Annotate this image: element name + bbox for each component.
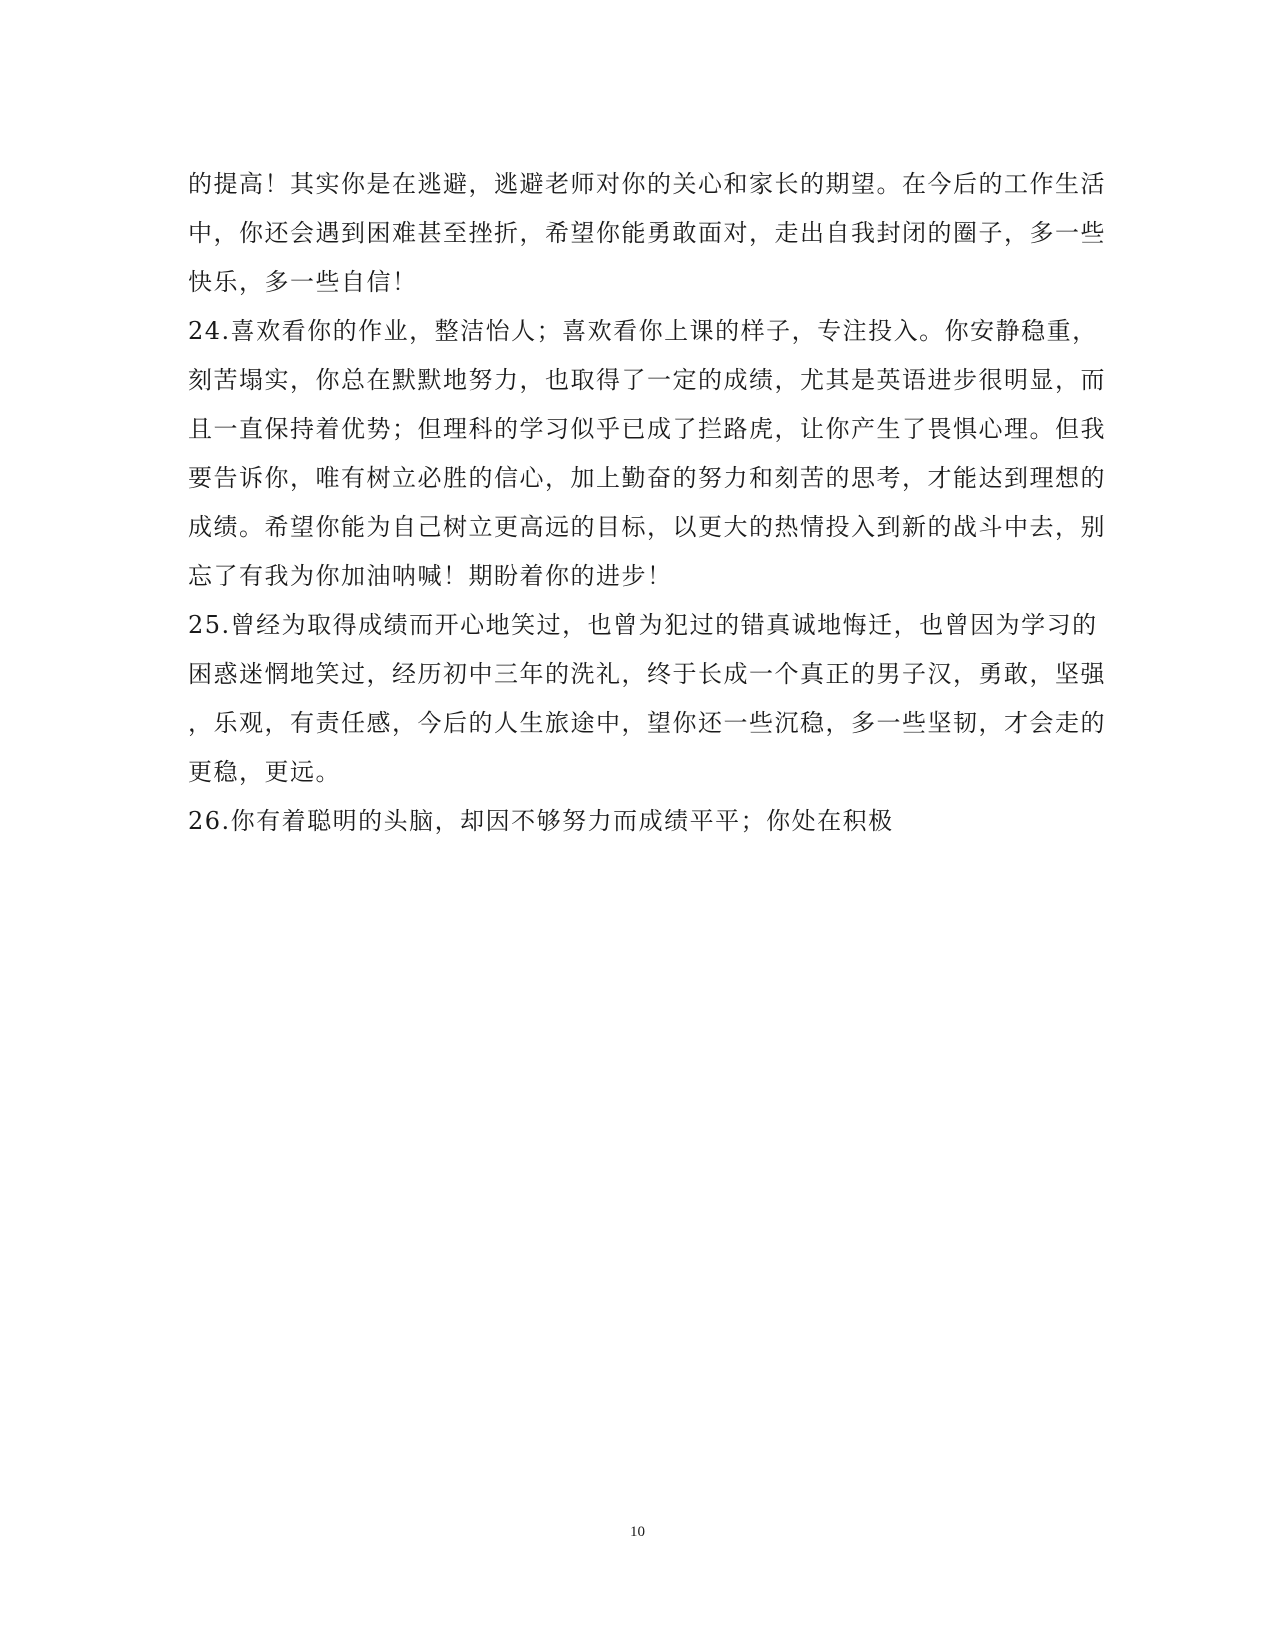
text-line: 要告诉你，唯有树立必胜的信心，加上勤奋的努力和刻苦的思考，才能达到理想的: [188, 464, 1106, 492]
text-line: 刻苦塌实，你总在默默地努力，也取得了一定的成绩，尤其是英语进步很明显，而: [188, 366, 1106, 394]
text-line: 忘了有我为你加油呐喊！期盼着你的进步！: [188, 562, 673, 590]
text-line: 成绩。希望你能为自己树立更高远的目标，以更大的热情投入到新的战斗中去，别: [188, 513, 1106, 541]
text-line: ，乐观，有责任感，今后的人生旅途中，望你还一些沉稳，多一些坚韧，才会走的: [188, 709, 1106, 737]
text-line: 更稳，更远。: [188, 758, 341, 786]
text-line: 24.喜欢看你的作业，整洁怡人；喜欢看你上课的样子，专注投入。你安静稳重，: [188, 317, 1098, 345]
text-line: 且一直保持着优势；但理科的学习似乎已成了拦路虎，让你产生了畏惧心理。但我: [188, 415, 1106, 443]
text-line: 快乐，多一些自信！: [188, 268, 418, 296]
text-line: 25.曾经为取得成绩而开心地笑过，也曾为犯过的错真诚地悔迁，也曾因为学习的: [188, 611, 1098, 639]
text-line: 的提高！其实你是在逃避，逃避老师对你的关心和家长的期望。在今后的工作生活: [188, 170, 1106, 198]
text-line: 26.你有着聪明的头脑，却因不够努力而成绩平平；你处在积极: [188, 807, 894, 835]
text-line: 中，你还会遇到困难甚至挫折，希望你能勇敢面对，走出自我封闭的圈子，多一些: [188, 219, 1106, 247]
text-line: 困惑迷惘地笑过，经历初中三年的洗礼，终于长成一个真正的男子汉，勇敢，坚强: [188, 660, 1106, 688]
body-text: [188, 160, 1106, 846]
page-number: 10: [630, 1524, 645, 1540]
